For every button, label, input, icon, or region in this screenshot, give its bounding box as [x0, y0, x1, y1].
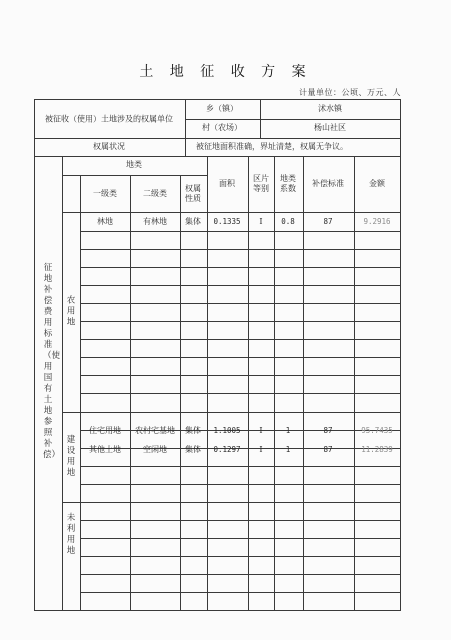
divider — [62, 412, 80, 413]
divider — [62, 175, 207, 176]
residential-level1: 住宅用地 — [89, 426, 121, 435]
divider — [80, 375, 400, 376]
divider — [34, 138, 400, 139]
divider — [80, 285, 400, 286]
village-label: 村（农场） — [202, 123, 242, 132]
construction-land-label: 建设用地 — [66, 435, 76, 478]
divider — [80, 412, 400, 413]
residential-area: 1.1005 — [213, 426, 241, 435]
divider — [185, 99, 186, 156]
other-level1: 其他土地 — [89, 445, 121, 454]
standard-header: 补偿标准 — [312, 179, 344, 188]
residential-amount: 95.7435 — [361, 426, 393, 435]
divider — [80, 267, 400, 268]
forest-grade: Ⅰ — [259, 217, 263, 226]
divider — [260, 99, 261, 138]
divider — [80, 538, 400, 539]
residential-grade: Ⅰ — [259, 426, 263, 435]
land-type-header: 地类 — [126, 160, 142, 169]
divider — [80, 592, 400, 593]
other-coefficient: 1 — [285, 445, 291, 454]
divider — [62, 156, 63, 611]
compensation-standard-label: 征地补偿费用标准（使用国有土地参照补偿） — [43, 263, 61, 460]
village-value: 杨山社区 — [314, 123, 346, 132]
other-grade: Ⅰ — [259, 445, 263, 454]
township-value: 沭水镇 — [318, 104, 342, 113]
forest-area: 0.1335 — [213, 217, 241, 226]
other-standard: 87 — [323, 445, 333, 454]
divider — [34, 156, 400, 157]
divider — [80, 556, 400, 557]
residential-standard: 87 — [323, 426, 333, 435]
residential-ownership: 集体 — [185, 426, 201, 435]
forest-standard: 87 — [323, 217, 333, 226]
ownership-header: 权属性质 — [185, 184, 201, 203]
divider — [80, 484, 400, 485]
residential-level2: 农村宅基地 — [135, 426, 175, 435]
divider — [80, 574, 400, 575]
divider — [274, 156, 275, 611]
status-label: 权属状况 — [93, 142, 125, 151]
divider — [80, 339, 400, 340]
table-border-left — [34, 99, 35, 611]
forest-ownership: 集体 — [185, 217, 201, 226]
divider — [80, 249, 400, 250]
other-area: 0.1297 — [213, 445, 241, 454]
status-value: 被征地面积准确，界址清楚，权属无争议。 — [196, 142, 348, 151]
unit-note: 计量单位：公顷、万元、人 — [299, 88, 401, 97]
divider — [62, 212, 400, 213]
unused-land-label: 未利用地 — [66, 513, 76, 556]
divider — [130, 175, 131, 611]
divider — [80, 321, 400, 322]
divider — [80, 466, 400, 467]
divider — [185, 119, 400, 120]
divider — [80, 393, 400, 394]
divider — [180, 175, 181, 611]
divider — [248, 156, 249, 611]
amount-header: 金额 — [369, 179, 385, 188]
agricultural-land-label: 农用地 — [66, 295, 76, 328]
other-amount: 11.2839 — [361, 445, 393, 454]
divider — [80, 175, 81, 611]
forest-amount: 9.2916 — [363, 217, 391, 226]
table-border-right — [400, 99, 401, 611]
other-level2: 空闲地 — [143, 445, 167, 454]
divider — [80, 502, 400, 503]
divider — [80, 357, 400, 358]
residential-coefficient: 1 — [285, 426, 291, 435]
owner-label: 被征收（使用）土地涉及的权属单位 — [45, 114, 173, 124]
divider — [80, 231, 400, 232]
other-ownership: 集体 — [185, 445, 201, 454]
table-border-top — [34, 99, 401, 100]
table-border-bottom — [34, 610, 401, 611]
level2-header: 二级类 — [143, 189, 167, 198]
area-header: 面积 — [219, 179, 235, 188]
document-title: 土 地 征 收 方 案 — [139, 64, 312, 80]
forest-coefficient: 0.8 — [281, 217, 295, 226]
township-label: 乡（镇） — [206, 104, 238, 113]
divider — [303, 156, 304, 611]
forest-level1: 林地 — [97, 217, 113, 226]
divider — [80, 520, 400, 521]
zone-grade-header: 区片等别 — [253, 174, 269, 193]
forest-level2: 有林地 — [143, 217, 167, 226]
divider — [354, 156, 355, 611]
divider — [62, 502, 80, 503]
divider — [207, 156, 208, 611]
divider — [80, 303, 400, 304]
coefficient-header: 地类系数 — [280, 174, 296, 193]
level1-header: 一级类 — [93, 189, 117, 198]
